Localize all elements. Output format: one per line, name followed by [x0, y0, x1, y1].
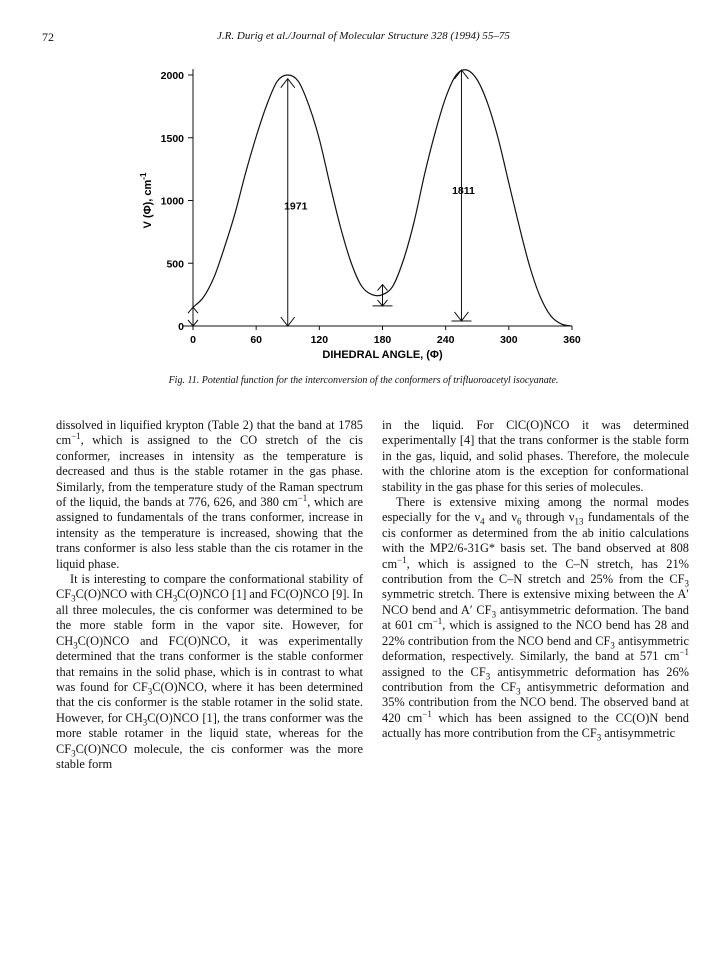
superscript: −1 — [679, 646, 689, 657]
subscript: 3 — [71, 593, 76, 604]
superscript: −1 — [432, 616, 443, 627]
subscript: 3 — [485, 670, 491, 681]
y-tick-label: 0 — [178, 321, 184, 333]
page-number: 72 — [42, 30, 54, 44]
body-paragraph: in the liquid. For ClC(O)NCO it was determined experimentally [4] that the trans conformer is the stable form in the gas, liquid, and solid phases. Therefore, the molecule with the chlorine atom is the exception for conformational stability in the gas phase for this series of molecules. — [382, 418, 689, 494]
body-paragraph: There is extensive mixing among the normal modes especially for the $\nu_4$ and $\nu_6$ through $\nu_{13}$ fundamentals of the cis conformer as determined from the ab initio calculations with the MP2/6-31G* basis set. The band observed at 808 $cm^{-1}$, which is assigned to the C–N stretch, has 21% contribution from the C–N stretch and 25% from the $CF_3$ symmetric stretch. There is extensive mixing between the A′ NCO bend and A′ $CF_3$ antisymmetric deformation. The band at 601 $cm^{-1}$, which is assigned to the NCO bend has 28 and 22% contribution from the NCO bend and $CF_3$ antisymmetric deformation, respectively. Similarly, the band at 571 $cm^{-1}$ assigned to the $CF_3$ antisymmetric deformation has 26% contribution from the $CF_3$ antisymmetric deformation and 35% contribution from the NCO bend. The observed band at 420 $cm^{-1}$ which has been assigned to the CC(O)N bend actually has more contribution from the $CF_3$ antisymmetric — [382, 495, 689, 743]
superscript: −1 — [397, 554, 407, 565]
x-tick-label: 120 — [310, 334, 329, 346]
running-head: J.R. Durig et al./Journal of Molecular Structure 328 (1994) 55–75 — [217, 30, 510, 42]
subscript: 6 — [516, 516, 522, 527]
potential-function-chart — [0, 55, 727, 370]
subscript: 3 — [516, 686, 521, 697]
subscript: 3 — [491, 609, 497, 620]
y-tick-label: 1000 — [160, 195, 184, 208]
y-tick-label: 2000 — [160, 70, 184, 82]
subscript: 3 — [684, 578, 689, 589]
x-axis-label: DIHEDRAL ANGLE, (Φ) — [322, 349, 443, 361]
page-header — [0, 30, 727, 46]
subscript: 3 — [610, 640, 615, 651]
y-ticks — [161, 70, 193, 333]
x-ticks — [190, 326, 581, 346]
subscript: 3 — [73, 640, 78, 651]
body-paragraph: dissolved in liquified krypton (Table 2) that the band at 1785 $cm^{-1}$, which is assigned to the CO stretch of the cis conformer, increases in intensity as the temperature is decreased and thus is the stable rotamer in the gas phase. Similarly, from the temperature study of the Raman spectrum of the liquid, the bands at 776, 626, and 380 $cm^{-1}$, which are assigned to fundamentals of the trans conformer, increase in intensity as the temperature is increased, showing that the trans conformer is also less stable than the cis rotamer in the liquid phase. — [56, 418, 363, 571]
subscript: 3 — [142, 717, 148, 728]
barrier-annotations — [183, 70, 475, 326]
right-column — [382, 418, 689, 742]
subscript: 3 — [71, 748, 76, 758]
left-column — [56, 418, 363, 772]
y-tick-label: 1500 — [160, 132, 184, 145]
y-axis-label-unit-sup: -1 — [139, 172, 148, 180]
barrier-label: 1971 — [284, 200, 308, 213]
x-tick-label: 300 — [500, 334, 518, 346]
superscript: −1 — [422, 708, 432, 719]
barrier-label: 1811 — [452, 185, 475, 198]
body-paragraph: It is interesting to compare the conformational stability of $CF_3C(O)NCO$ with $CH_3C(O)NCO$ [1] and FC(O)NCO [9]. In all three molecules, the cis conformer was determined to be the more stable form in the vapor site. However, for $CH_3C(O)NCO$ and FC(O)NCO, it was experimentally determined that the trans conformer is the stable conformer that remains in the solid phase, which is in contrast to what was found for $CF_3C(O)NCO$, where it has been determined that the cis conformer is the stable rotamer in the solid state. However, for $CH_3C(O)NCO$ [1], the trans conformer was the more stable rotamer in the liquid state, whereas for the $CF_3C(O)NCO$ molecule, the cis conformer was the more stable form — [56, 572, 363, 771]
figure-caption: Fig. 11. Potential function for the interconversion of the conformers of trifluoroacetyl isocyanate. — [168, 375, 559, 386]
subscript: 13 — [574, 516, 584, 527]
x-tick-label: 240 — [436, 334, 455, 346]
superscript: −1 — [297, 492, 308, 503]
y-axis-label — [139, 172, 154, 228]
y-tick-label: 500 — [166, 258, 184, 271]
subscript: 3 — [172, 593, 178, 604]
x-tick-label: 60 — [250, 334, 263, 346]
subscript: 3 — [596, 732, 602, 743]
superscript: −1 — [71, 431, 81, 442]
x-tick-label: 180 — [373, 334, 392, 346]
y-axis-label-text: V (Φ), cm — [142, 179, 154, 229]
x-tick-label: 360 — [563, 334, 581, 346]
subscript: 4 — [480, 516, 485, 527]
x-tick-label: 0 — [190, 334, 196, 346]
subscript: 3 — [147, 686, 153, 697]
